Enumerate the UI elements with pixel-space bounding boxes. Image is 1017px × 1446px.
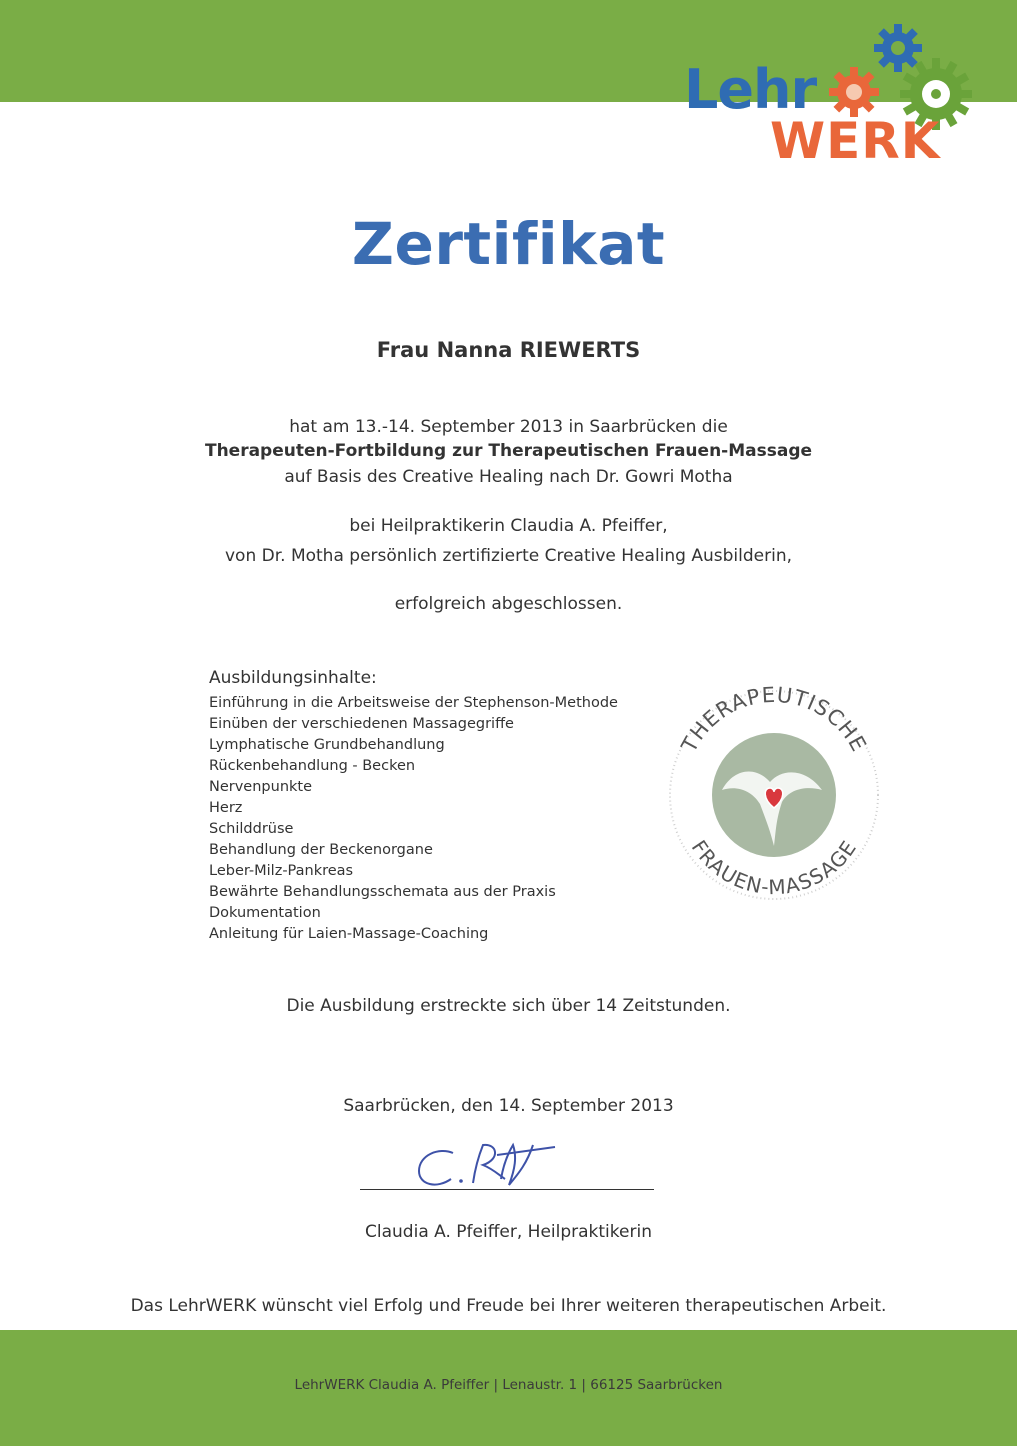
list-item: Bewährte Behandlungsschemata aus der Praxis bbox=[209, 884, 556, 900]
list-item: Schilddrüse bbox=[209, 821, 294, 837]
list-item: Dokumentation bbox=[209, 905, 321, 921]
list-item: Herz bbox=[209, 800, 243, 816]
list-item: Behandlung der Beckenorgane bbox=[209, 842, 433, 858]
seal-bottom-text: FRAUEN-MASSAGE bbox=[686, 835, 862, 900]
signature-line bbox=[360, 1189, 654, 1190]
list-item: Lymphatische Grundbehandlung bbox=[209, 737, 445, 753]
instructor-certification: von Dr. Motha persönlich zertifizierte Creative Healing Ausbilderin, bbox=[224, 546, 793, 566]
list-item: Rückenbehandlung - Becken bbox=[209, 758, 416, 774]
signature-image bbox=[405, 1133, 585, 1203]
logo-lehr-text: Lehr bbox=[684, 58, 817, 121]
list-item: Leber-Milz-Pankreas bbox=[209, 863, 354, 879]
training-contents bbox=[209, 668, 618, 945]
contents-list bbox=[209, 693, 618, 945]
closing-message: Das LehrWERK wünscht viel Erfolg und Freude bei Ihrer weiteren therapeutischen Arbeit. bbox=[130, 1296, 887, 1316]
certificate-title: Zertifikat bbox=[351, 210, 666, 278]
list-item: Einführung in die Arbeitsweise der Stephenson-Methode bbox=[209, 695, 618, 711]
course-basis: auf Basis des Creative Healing nach Dr. Gowri Motha bbox=[284, 467, 733, 487]
recipient-name: Frau Nanna RIEWERTS bbox=[376, 338, 641, 362]
duration-line: Die Ausbildung erstreckte sich über 14 Zeitstunden. bbox=[286, 996, 731, 1016]
frauen-massage-seal bbox=[658, 670, 888, 910]
list-item: Anleitung für Laien-Massage-Coaching bbox=[209, 926, 489, 942]
list-item: Einüben der verschiedenen Massagegriffe bbox=[209, 716, 514, 732]
footer-address: LehrWERK Claudia A. Pfeiffer | Lenaustr. 1 | 66125 Saarbrücken bbox=[294, 1377, 723, 1393]
completion-line: erfolgreich abgeschlossen. bbox=[394, 594, 623, 614]
signer-name: Claudia A. Pfeiffer, Heilpraktikerin bbox=[365, 1222, 652, 1242]
course-date-line: hat am 13.-14. September 2013 in Saarbrücken die bbox=[289, 417, 728, 437]
place-date: Saarbrücken, den 14. September 2013 bbox=[343, 1096, 674, 1116]
contents-heading: Ausbildungsinhalte: bbox=[209, 668, 377, 688]
lehrwerk-logo bbox=[674, 20, 994, 170]
list-item: Nervenpunkte bbox=[209, 779, 313, 795]
instructor-line: bei Heilpraktikerin Claudia A. Pfeiffer, bbox=[349, 516, 668, 536]
seal-top-text: THERAPEUTISCHE bbox=[676, 682, 872, 757]
course-title: Therapeuten-Fortbildung zur Therapeutischen Frauen-Massage bbox=[204, 441, 813, 461]
logo-werk-text: WERK bbox=[770, 112, 941, 170]
